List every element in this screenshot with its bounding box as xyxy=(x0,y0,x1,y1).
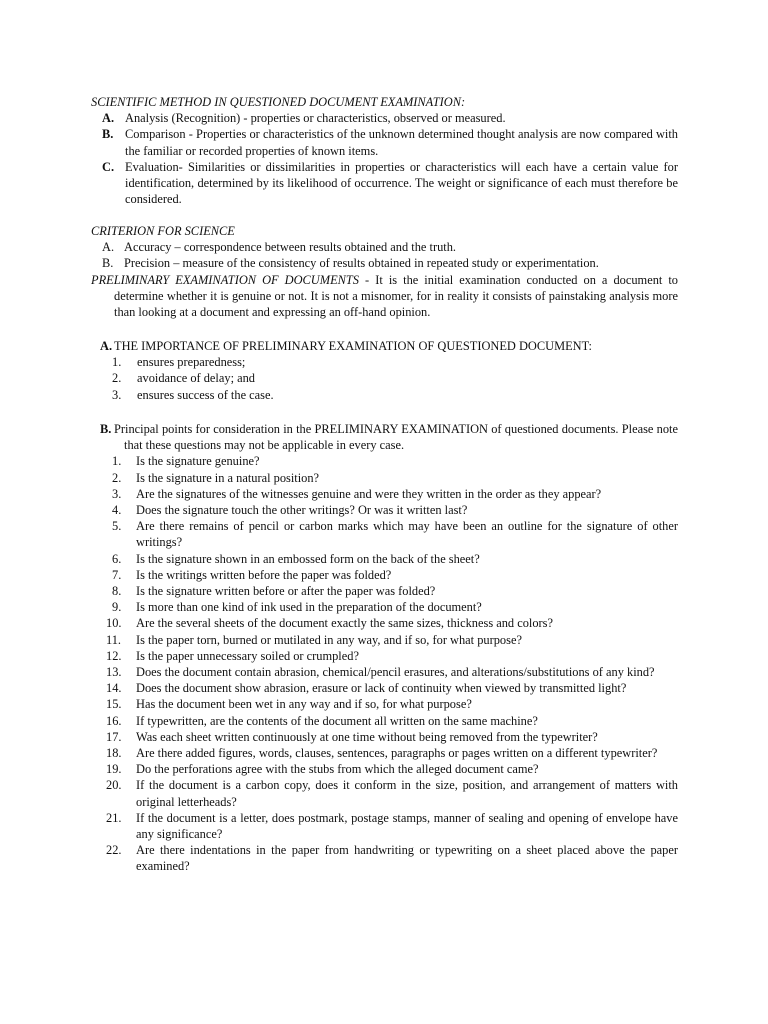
item-text: Is the writings written before the paper was folded? xyxy=(136,567,392,582)
item-marker: 9. xyxy=(112,600,122,615)
principal-intro: Principal points for consideration in the PRELIMINARY EXAMINATION of questioned documents. Please note that these questions may not be applicable in every case. xyxy=(114,422,678,453)
principal-item xyxy=(0,453,768,469)
principal-item xyxy=(0,551,768,567)
item-text: ensures success of the case. xyxy=(137,387,274,402)
item-text: avoidance of delay; and xyxy=(137,371,256,386)
principal-item xyxy=(0,696,768,712)
principal-item xyxy=(0,632,768,648)
scientific-method-item-b xyxy=(0,126,768,158)
item-marker: 17. xyxy=(106,729,122,744)
section-marker: A. xyxy=(100,339,113,353)
principal-item xyxy=(0,599,768,615)
principal-item xyxy=(0,761,768,777)
principal-item xyxy=(0,664,768,680)
importance-item xyxy=(0,370,768,386)
scientific-method-item-a xyxy=(0,110,768,126)
item-text: Has the document been wet in any way and if so, for what purpose? xyxy=(136,697,472,712)
scientific-method-section xyxy=(0,94,768,207)
preliminary-text: - It is the initial examination conducted on a document to determine whether it is genuine or not. It is not a misnomer, for in reality it consists of painstaking analysis more than looking at a document and expressing an off-hand opinion. xyxy=(114,273,679,320)
criterion-section xyxy=(0,223,768,272)
item-text: Does the document contain abrasion, chemical/pencil erasures, and alterations/substitutions of any kind? xyxy=(136,665,655,680)
item-text: Analysis (Recognition) - properties or characteristics, observed or measured. xyxy=(125,111,506,126)
item-marker: C. xyxy=(102,159,115,174)
item-marker: 7. xyxy=(112,567,122,582)
importance-item xyxy=(0,387,768,403)
item-text: Is the signature shown in an embossed form on the back of the sheet? xyxy=(136,551,480,566)
item-text: Accuracy – correspondence between results obtained and the truth. xyxy=(124,240,457,255)
item-text: Is the paper unnecessary soiled or crumpled? xyxy=(136,648,359,663)
principal-item xyxy=(0,729,768,745)
principal-item xyxy=(0,470,768,486)
item-text: Does the signature touch the other writings? Or was it written last? xyxy=(136,503,468,518)
item-marker: 10. xyxy=(106,616,122,631)
item-text: Are there remains of pencil or carbon marks which may have been an outline for the signature of other writings? xyxy=(136,519,678,550)
preliminary-paragraph xyxy=(0,272,768,321)
item-marker: 21. xyxy=(106,810,122,825)
item-text: Does the document show abrasion, erasure or lack of continuity when viewed by transmitted light? xyxy=(136,681,627,696)
criterion-item-a xyxy=(0,239,768,255)
item-marker: 2. xyxy=(112,470,122,485)
criterion-item-b xyxy=(0,255,768,271)
principal-item xyxy=(0,842,768,874)
item-marker: 13. xyxy=(106,665,122,680)
item-marker: 20. xyxy=(106,778,122,793)
principal-item xyxy=(0,777,768,809)
item-marker: 3. xyxy=(112,387,122,402)
principal-item xyxy=(0,502,768,518)
item-marker: 6. xyxy=(112,551,122,566)
item-text: If typewritten, are the contents of the document all written on the same machine? xyxy=(136,713,538,728)
item-marker: 3. xyxy=(112,486,122,501)
item-text: Do the perforations agree with the stubs from which the alleged document came? xyxy=(136,762,539,777)
scientific-method-heading: SCIENTIFIC METHOD IN QUESTIONED DOCUMENT EXAMINATION: xyxy=(91,95,466,109)
principal-list xyxy=(0,453,768,874)
item-text: Is the signature in a natural position? xyxy=(136,470,320,485)
item-text: Evaluation- Similarities or dissimilarities in properties or characteristics will each have a certain value for identification, determined by its likelihood of occurrence. The weight or significance of each must therefore be considered. xyxy=(125,159,678,207)
item-text: Is the signature written before or after the paper was folded? xyxy=(136,584,436,599)
item-marker: 2. xyxy=(112,371,122,386)
item-marker: 19. xyxy=(106,762,122,777)
item-marker: 12. xyxy=(106,648,122,663)
item-text: Comparison - Properties or characteristics of the unknown determined thought analysis are now compared with the familiar or recorded properties of known items. xyxy=(125,127,678,158)
section-marker: B. xyxy=(100,422,112,436)
item-text: If the document is a letter, does postmark, postage stamps, manner of sealing and opening of envelope have any significance? xyxy=(136,810,678,842)
item-text: Are the several sheets of the document exactly the same sizes, thickness and colors? xyxy=(136,616,554,631)
item-marker: A. xyxy=(102,111,115,126)
item-text: Are there added figures, words, clauses, sentences, paragraphs or pages written on a different typewriter? xyxy=(136,746,658,761)
item-marker: 11. xyxy=(106,632,122,647)
item-text: Are the signatures of the witnesses genuine and were they written in the order as they appear? xyxy=(136,486,602,501)
principal-item xyxy=(0,745,768,761)
item-text: Is the paper torn, burned or mutilated in any way, and if so, for what purpose? xyxy=(136,632,522,647)
item-marker: 15. xyxy=(106,697,122,712)
item-marker: 22. xyxy=(106,843,122,858)
item-text: Was each sheet written continuously at one time without being removed from the typewriter? xyxy=(136,729,598,744)
principal-item xyxy=(0,486,768,502)
importance-heading-row xyxy=(0,338,768,354)
importance-item xyxy=(0,354,768,370)
importance-heading: THE IMPORTANCE OF PRELIMINARY EXAMINATION OF QUESTIONED DOCUMENT: xyxy=(114,339,593,353)
principal-item xyxy=(0,615,768,631)
item-marker: A. xyxy=(102,240,115,255)
preliminary-heading: PRELIMINARY EXAMINATION OF DOCUMENTS xyxy=(91,273,359,287)
item-marker: B. xyxy=(102,256,114,271)
item-marker: 18. xyxy=(106,746,122,761)
principal-item xyxy=(0,518,768,550)
item-marker: 1. xyxy=(112,454,122,469)
scientific-method-item-c xyxy=(0,159,768,208)
item-marker: 16. xyxy=(106,713,122,728)
item-text: ensures preparedness; xyxy=(137,355,246,370)
item-text: Precision – measure of the consistency of results obtained in repeated study or experimentation. xyxy=(124,256,599,271)
criterion-heading: CRITERION FOR SCIENCE xyxy=(91,224,235,238)
item-marker: 14. xyxy=(106,681,122,696)
principal-item xyxy=(0,583,768,599)
principal-item xyxy=(0,680,768,696)
item-marker: 4. xyxy=(112,503,122,518)
item-text: Is the signature genuine? xyxy=(136,454,260,469)
principal-item xyxy=(0,713,768,729)
item-marker: 1. xyxy=(112,355,122,370)
item-text: Is more than one kind of ink used in the preparation of the document? xyxy=(136,600,482,615)
principal-item xyxy=(0,810,768,842)
item-text: Are there indentations in the paper from handwriting or typewriting on a sheet placed above the paper examined? xyxy=(136,843,678,874)
item-marker: 8. xyxy=(112,584,122,599)
principal-intro-row xyxy=(0,421,768,453)
item-text: If the document is a carbon copy, does it conform in the size, position, and arrangement of matters with original letterheads? xyxy=(136,778,678,809)
item-marker: 5. xyxy=(112,519,122,534)
principal-item xyxy=(0,648,768,664)
principal-section xyxy=(0,421,768,875)
principal-item xyxy=(0,567,768,583)
item-marker: B. xyxy=(102,127,114,142)
importance-section xyxy=(0,338,768,403)
